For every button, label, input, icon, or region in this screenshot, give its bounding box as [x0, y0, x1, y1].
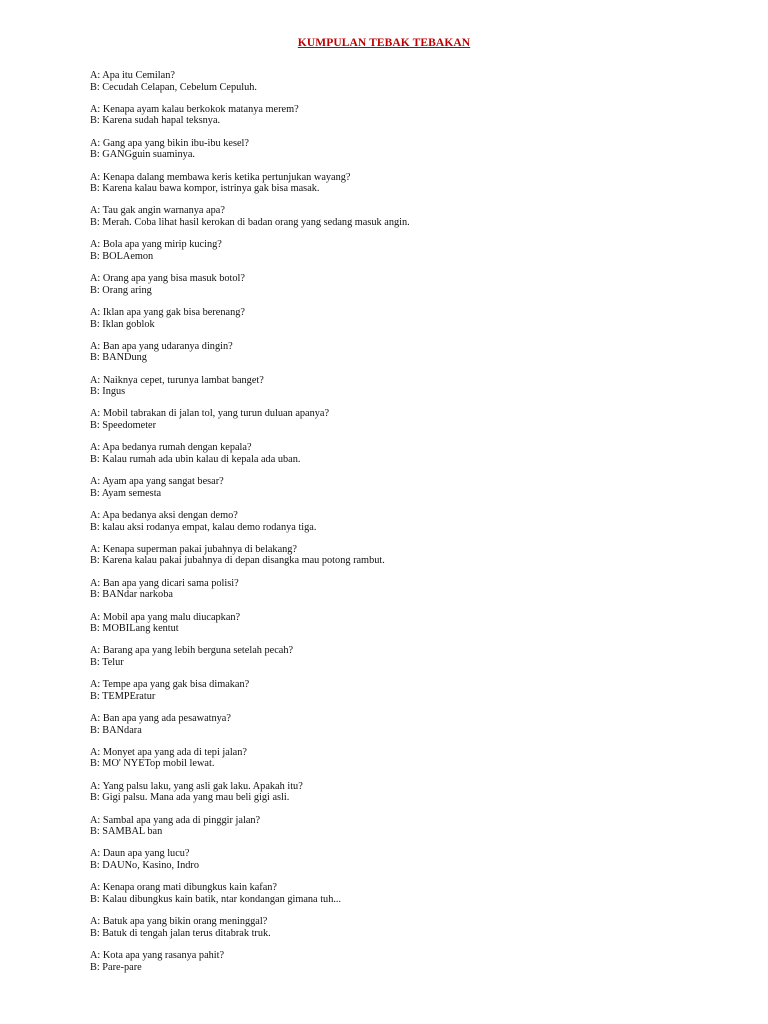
- answer-text: B: Speedometer: [90, 420, 157, 432]
- question-text: A: Kenapa superman pakai jubahnya di belakang?: [90, 543, 298, 555]
- answer-text: B: DAUNo, Kasino, Indro: [90, 860, 199, 871]
- question-text: A: Naiknya cepet, turunya lambat banget?: [90, 374, 264, 386]
- answer-text: B: Telur: [90, 656, 124, 668]
- qa-item: [90, 273, 730, 307]
- question-text: A: Batuk apa yang bikin orang meninggal?: [90, 916, 268, 928]
- qa-item: [90, 747, 730, 781]
- document-title: KUMPULAN TEBAK TEBAKAN: [297, 37, 471, 49]
- question-text: A: Ayam apa yang sangat besar?: [90, 476, 224, 488]
- answer-text: B: TEMPEratur: [90, 690, 156, 702]
- question-text: A: Tau gak angin warnanya apa?: [90, 205, 225, 217]
- answer-text: B: Karena kalau bawa kompor, istrinya gak bisa masak.: [90, 183, 320, 195]
- answer-text: B: kalau aksi rodanya empat, kalau demo rodanya tiga.: [90, 521, 317, 533]
- question-text: A: Ban apa yang ada pesawatnya?: [90, 713, 231, 725]
- question-text: A: Monyet apa yang ada di tepi jalan?: [90, 746, 247, 758]
- qa-item: [90, 713, 730, 747]
- qa-item: [90, 950, 730, 984]
- question-text: A: Mobil apa yang malu diucapkan?: [90, 611, 241, 623]
- answer-text: B: Orang aring: [90, 284, 152, 296]
- qa-item: [90, 239, 730, 273]
- question-text: A: Ban apa yang dicari sama polisi?: [90, 577, 239, 589]
- qa-item: [90, 612, 730, 646]
- answer-text: B: BOLAemon: [90, 250, 154, 262]
- answer-text: B: BANDung: [90, 352, 147, 364]
- qa-item: [90, 172, 730, 206]
- qa-item: [90, 781, 730, 815]
- question-text: A: Apa bedanya aksi dengan demo?: [90, 509, 238, 521]
- answer-text: B: BANdara: [90, 724, 142, 736]
- answer-text: B: Pare-pare: [90, 961, 142, 973]
- answer-text: B: Cecudah Celapan, Cebelum Cepuluh.: [90, 81, 258, 93]
- qa-item: [90, 476, 730, 510]
- question-text: A: Iklan apa yang gak bisa berenang?: [90, 306, 245, 318]
- qa-item: [90, 442, 730, 476]
- qa-list: [90, 70, 730, 984]
- question-text: A: Bola apa yang mirip kucing?: [90, 239, 222, 251]
- answer-text: B: Batuk di tengah jalan terus ditabrak truk.: [90, 927, 271, 939]
- answer-text: B: Gigi palsu. Mana ada yang mau beli gigi asli.: [90, 792, 290, 804]
- answer-text: B: MOBILang kentut: [90, 623, 179, 635]
- qa-item: [90, 510, 730, 544]
- question-text: A: Apa bedanya rumah dengan kepala?: [90, 442, 252, 454]
- qa-item: [90, 70, 730, 104]
- answer-text: B: Kalau rumah ada ubin kalau di kepala ada uban.: [90, 453, 301, 465]
- question-text: A: Daun apa yang lucu?: [90, 848, 190, 860]
- answer-text: B: Kalau dibungkus kain batik, ntar kondangan gimana tuh...: [90, 893, 342, 905]
- qa-item: [90, 205, 730, 239]
- question-text: A: Kenapa dalang membawa keris ketika pertunjukan wayang?: [90, 171, 351, 183]
- question-text: A: Gang apa yang bikin ibu-ibu kesel?: [90, 137, 249, 149]
- qa-item: [90, 679, 730, 713]
- answer-text: B: GANGguin suaminya.: [90, 149, 195, 161]
- answer-text: B: BANdar narkoba: [90, 589, 173, 601]
- question-text: A: Kenapa ayam kalau berkokok matanya merem?: [90, 103, 299, 115]
- qa-item: [90, 104, 730, 138]
- answer-text: B: Karena kalau pakai jubahnya di depan disangka mau potong rambut.: [90, 555, 385, 567]
- qa-item: [90, 815, 730, 849]
- question-text: A: Kota apa yang rasanya pahit?: [90, 949, 225, 961]
- qa-item: [90, 375, 730, 409]
- question-text: A: Sambal apa yang ada di pinggir jalan?: [90, 814, 261, 826]
- qa-item: [90, 138, 730, 172]
- answer-text: B: Iklan goblok: [90, 318, 155, 330]
- question-text: A: Yang palsu laku, yang asli gak laku. Apakah itu?: [90, 780, 303, 792]
- question-text: A: Mobil tabrakan di jalan tol, yang turun duluan apanya?: [90, 408, 330, 420]
- answer-text: B: Karena sudah hapal teksnya.: [90, 115, 221, 127]
- qa-item: [90, 882, 730, 916]
- question-text: A: Kenapa orang mati dibungkus kain kafan?: [90, 882, 278, 894]
- question-text: A: Ban apa yang udaranya dingin?: [90, 340, 233, 352]
- answer-text: B: Ingus: [90, 386, 126, 398]
- question-text: A: Orang apa yang bisa masuk botol?: [90, 273, 245, 285]
- qa-item: [90, 645, 730, 679]
- qa-item: [90, 341, 730, 375]
- qa-item: [90, 307, 730, 341]
- qa-item: [90, 848, 730, 882]
- qa-item: [90, 544, 730, 578]
- qa-item: [90, 578, 730, 612]
- qa-item: [90, 408, 730, 442]
- question-text: A: Apa itu Cemilan?: [90, 70, 175, 81]
- answer-text: B: SAMBAL ban: [90, 826, 163, 838]
- question-text: A: Barang apa yang lebih berguna setelah pecah?: [90, 645, 294, 657]
- answer-text: B: Ayam semesta: [90, 487, 162, 499]
- answer-text: B: MO' NYETop mobil lewat.: [90, 758, 215, 770]
- qa-item: [90, 916, 730, 950]
- question-text: A: Tempe apa yang gak bisa dimakan?: [90, 679, 250, 691]
- answer-text: B: Merah. Coba lihat hasil kerokan di badan orang yang sedang masuk angin.: [90, 216, 410, 228]
